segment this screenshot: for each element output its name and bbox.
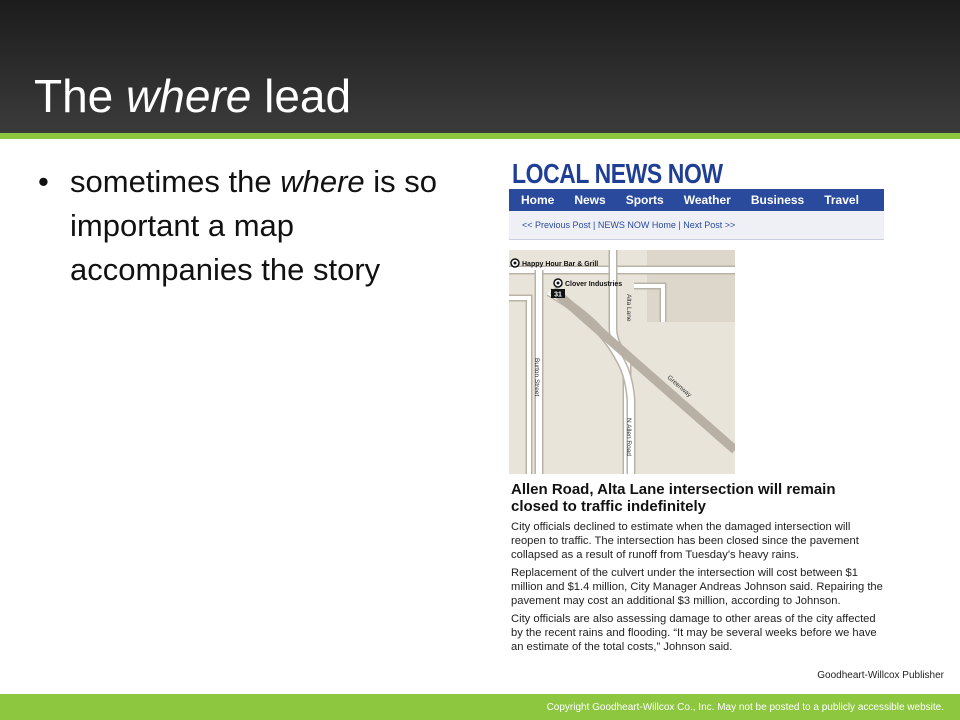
street-label-allen: N Allen Road bbox=[625, 418, 632, 456]
article-paragraph: Replacement of the culvert under the intersection will cost between $1 million and $1.4 million, City Manager Andreas Johnson said. Repairing the pavement may cost an additional $3 million, according to Johnson. bbox=[511, 567, 883, 607]
poi-label-happy-hour: Happy Hour Bar & Grill bbox=[522, 261, 599, 268]
article-paragraph: City officials declined to estimate when the damaged intersection will reopen to traffic. The intersection has been closed since the pavement collapsed as a result of runoff from Tuesday's heavy rains. bbox=[511, 521, 859, 561]
slide-title: The where lead bbox=[34, 70, 352, 122]
nav-item-weather[interactable]: Weather bbox=[683, 193, 731, 207]
street-map bbox=[509, 250, 735, 474]
bullet-point bbox=[38, 160, 458, 292]
poi-label-clover: Clover Industries bbox=[565, 281, 623, 288]
nav-item-travel[interactable]: Travel bbox=[824, 193, 859, 207]
slide-footer bbox=[0, 694, 960, 720]
street-label-greenway: Greenway bbox=[665, 374, 693, 399]
bullet-text: sometimes the where is so important a map accompanies the story bbox=[70, 164, 437, 287]
news-masthead: LOCAL NEWS NOW bbox=[512, 158, 723, 189]
article-paragraph: City officials are also assessing damage to other areas of the city affected by the recent rains and flooding. “It may be several weeks before we have an estimate of the total costs,” Johnson said. bbox=[511, 613, 877, 653]
nav-item-news[interactable]: News bbox=[574, 193, 606, 207]
nav-item-sports[interactable]: Sports bbox=[625, 193, 664, 207]
news-webpage-figure bbox=[509, 150, 887, 660]
street-label-burton: Burton Street bbox=[533, 358, 540, 397]
route-shield-label: 31 bbox=[554, 291, 562, 299]
street-map-graphic bbox=[509, 250, 735, 474]
header-accent-stripe bbox=[0, 133, 960, 139]
nav-item-business[interactable]: Business bbox=[750, 193, 805, 207]
article-headline: Allen Road, Alta Lane intersection will remain closed to traffic indefinitely bbox=[511, 481, 836, 515]
street-label-alta-lane: Alta Lane bbox=[625, 294, 632, 322]
image-credit: Goodheart-Willcox Publisher bbox=[817, 670, 944, 681]
copyright-notice: Copyright Goodheart-Willcox Co., Inc. May not be posted to a publicly accessible website. bbox=[546, 702, 944, 713]
nav-item-home[interactable]: Home bbox=[521, 193, 555, 207]
news-navbar bbox=[509, 189, 884, 211]
news-subnav[interactable]: << Previous Post | NEWS NOW Home | Next Post >> bbox=[509, 211, 884, 240]
bullet-dot: • bbox=[38, 164, 49, 199]
slide-header bbox=[0, 0, 960, 133]
